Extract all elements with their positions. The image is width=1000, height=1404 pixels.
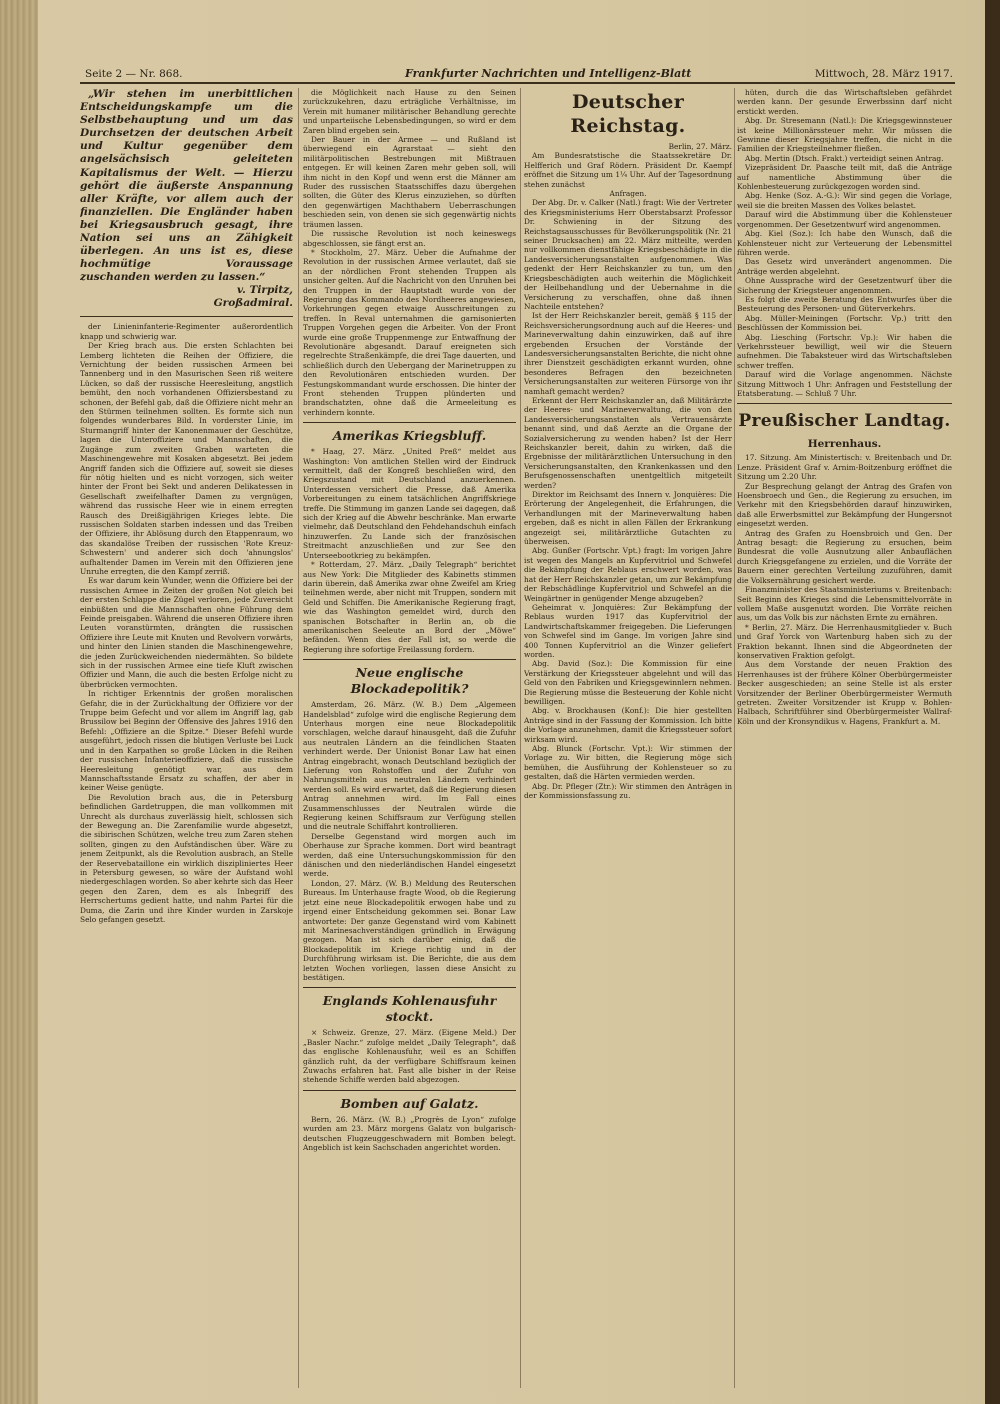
article-paragraph: die Möglichkeit nach Hause zu den Seinen zurückzukehren, dazu erträgliche Verhältnisse, im Verein mit humaner militärischer Behandlung gerechte und unparteiische Lebensbedingungen, so wird er dem Zaren blind ergeben sein. xyxy=(303,88,516,135)
article-paragraph: Berlin, 27. März. xyxy=(668,142,732,151)
article-paragraph: London, 27. März. (W. B.) Meldung des Reuterschen Bureaus. Im Unterhause fragte Wood, ob die Regierung jetzt eine neue Blockadepolitik erwogen habe und zu irgend einer Entscheidung gekommen sei. Bonar Law antwortete: Der ganze Gegenstand wird vom Kabinett mit Marinesachverständigen gründlich in Erwägung gezogen. Man ist sich darüber einig, daß die Blockadepolitik im Kriege richtig und in der Durchführung wirksam ist. Die Berichte, die aus dem letzten Wochen vorliegen, lassen diese Ansicht zu bestätigen. xyxy=(303,878,516,982)
article-paragraph: Geheimrat v. Jonquières: Zur Bekämpfung der Reblaus wurden 1917 das Kupfervitriol der Landwirtschaftskammer freigegeben. Die Lieferungen von Schwefel sind im Gange. Im vorigen Jahre sind 400 Tonnen Kupfervitriol an die Winzer geliefert worden. xyxy=(524,602,732,659)
article-paragraph: * Haag, 27. März. „United Preß“ meldet aus Washington: Von amtlichen Stellen wird der Eindruck vermittelt, daß der Kongreß beschließen wird, den Kriegszustand mit Deutschland anzuerkennen. Unterdessen versichert die Presse, daß Amerika Vorbereitungen zu einem tatsächlichen Angriffskriege treffe. Die Stimmung im ganzen Lande sei dagegen, daß sich der Krieg auf die Abwehr beschränke. Man erwarte vielmehr, daß Deutschland den Fehdehandschuh einfach hinzuwerfen. Zu Lande sich der französischen Streitmacht anzuschließen und zur See den Unterseebootkrieg zu bekämpfen. xyxy=(303,447,516,560)
article-paragraph: 17. Sitzung. Am Ministertisch: v. Breitenbach und Dr. Lenze. Präsident Graf v. Arnim-Boitzenburg eröffnet die Sitzung um 2.20 Uhr. xyxy=(737,453,952,482)
header-rule xyxy=(80,82,955,84)
issue-date: Mittwoch, 28. März 1917. xyxy=(814,68,953,80)
article-paragraph: Abg. Henke (Soz. A.-G.): Wir sind gegen die Vorlage, weil sie die breiten Massen des Volkes belastet. xyxy=(737,191,952,210)
article-paragraph: Amsterdam, 26. März. (W. B.) Dem „Algemeen Handelsblad“ zufolge wird die englische Regierung dem Unterhaus morgen eine neue Blockadepolitik vorschlagen, welche darauf hinausgeht, daß die Zufuhr aus neutralen Ländern an die feindlichen Staaten verhindert werde. Der Unionist Bonar Law hat einen Antrag eingebracht, wonach Deutschland bezüglich der Lieferung von Rohstoffen und der Zufuhr von Nahrungsmitteln aus neutralen Ländern verhindert werden soll. Es wird erwartet, daß die Regierung diesen Antrag annehmen wird. Im Fall eines Zusammenschlusses der Neutralen würde die Regierung keinen Schiffsraum zur Verfügung stellen und die neutrale Schiffahrt kontrollieren. xyxy=(303,700,516,832)
article-paragraph: Der Bauer in der Armee — und Rußland ist überwiegend ein Agrarstaat — sieht den militärpolitischen Bestrebungen mit Mißtrauen entgegen. Er will keinen Zaren mehr geben soll, will ihm nicht in den Kopf und wenn erst die Männer am Ruder des russischen Staatsschiffes dazu übergehen sollten, die Güter des Klerus einzuziehen, so dürften den gegenwärtigen Machthabern Ueberraschungen beschieden sein, von denen sie sich gegenwärtig nichts träumen lassen. xyxy=(303,135,516,229)
article-paragraph: Abg. Kiel (Soz.): Ich habe den Wunsch, daß die Kohlensteuer nicht zur Verteuerung der Lebensmittel führen werde. xyxy=(737,229,952,257)
article-paragraph: Erkennt der Herr Reichskanzler an, daß Militärärzte der Heeres- und Marineverwaltung, die von den Landesversicherungsanstalten als Vertrauensärzte benannt sind, und daß Aerzte an die Organe der Sozialversicherung zu wenden haben? Ist der Herr Reichskanzler bereit, dahin zu wirken, daß die Ergebnisse der militärärztlichen Untersuchung in den Versicherungsanstalten, den Krankenkassen und den Berufsgenossenschaften unentgeltlich mitgeteilt werden? xyxy=(524,395,732,490)
masthead-title: Frankfurter Nachrichten und Intelligenz-Blatt xyxy=(405,67,692,80)
column-divider xyxy=(734,88,735,1388)
article-paragraph: Abg. David (Soz.): Die Kommission für eine Verstärkung der Kriegssteuer abgelehnt und will das Geld von den Fabriken und Kriegsgewinnlern nehmen. Die Regierung müsse die Besteuerung der Kohle nicht bewilligen. xyxy=(524,659,732,706)
headline-reichstag: Deutscher Reichstag. xyxy=(570,91,686,137)
article-paragraph: * Rotterdam, 27. März. „Daily Telegraph“ berichtet aus New York: Die Mitglieder des Kabinetts stimmen darin überein, daß Amerika zwar ohne Zweifel am Krieg teilnehmen werde, aber nicht mit Truppen, sondern mit Geld und Schiffen. Die Amerikanische Regierung fragt, wie das Washington gemeldet wird, durch den spanischen Botschafter in Berlin an, ob die amerikanischen Seeleute an Bord der „Möwe“ befänden. Wenn dies der Fall ist, so werde die Regierung ihre sofortige Freilassung fordern. xyxy=(303,560,516,654)
headline-galatz: Bomben auf Galatz. xyxy=(340,1095,479,1111)
scan-background-edge xyxy=(985,0,1000,1404)
article-paragraph: Abg. Liesching (Fortschr. Vp.): Wir haben die Verkehrssteuer bewilligt, weil wir die Steuern aufnehmen. Die Tabaksteuer wird das Wirtschaftsleben schwer treffen. xyxy=(737,332,952,370)
quote-signature: v. Tirpitz, xyxy=(237,284,293,297)
section-rule xyxy=(303,987,516,988)
article-paragraph: Derselbe Gegenstand wird morgen auch im Oberhause zur Sprache kommen. Dort wird beantragt werden, daß eine Untersuchungskommission für den dänischen und den niederländischen Handel eingesetzt werde. xyxy=(303,831,516,879)
article-paragraph: Antrag des Grafen zu Hoensbroich und Gen. Der Antrag besagt: die Regierung zu ersuchen, beim Bundesrat die volle Ausnutzung aller Anbauflächen durch Kriegsgefangene zu erzielen, und die Vorräte der Bauern einer gerechten Verteilung zuzuführen, damit die Volksernährung gesichert werde. xyxy=(737,528,952,585)
article-paragraph: In richtiger Erkenntnis der großen moralischen Gefahr, die in der Zurückhaltung der Offiziere vor der Truppe beim Gefecht und vor allem im Angriff lag, gab Brussilow bei Beginn der Offensive des Jahres 1916 den Befehl: „Offiziere an die Spitze.“ Dieser Befehl wurde ausgeführt, jedoch rissen die blutigen Verluste bei Luck und in den Karpathen so große Lücken in die Reihen der russischen Infanterieoffiziere, daß die russische Heeresleitung genötigt war, aus dem Mannschaftsstande Ersatz zu schaffen, der aber in keiner Weise genügte. xyxy=(80,689,293,793)
article-paragraph: Es folgt die zweite Beratung des Entwurfes über die Besteuerung des Personen- und Güterverkehrs. xyxy=(737,294,952,314)
article-subheading: Anfragen. xyxy=(609,189,647,199)
page-number: Seite 2 — Nr. 868. xyxy=(85,68,183,80)
article-paragraph: Abg. Müller-Meiningen (Fortschr. Vp.) tritt den Beschlüssen der Kommission bei. xyxy=(737,313,952,333)
article-paragraph: Direktor im Reichsamt des Innern v. Jonquières: Die Erörterung der Angelegenheit, die Erfahrungen, die Verhandlungen mit der Marineverwaltung haben ergeben, daß es nicht in allen Fällen der Erkrankung angezeigt sei, militärärztliche Gutachten zu überweisen. xyxy=(524,490,732,547)
article-paragraph: Abg. v. Brockhausen (Konf.): Die hier gestellten Anträge sind in der Fassung der Kommission. Ich bitte die Vorlage anzunehmen, damit die Kriegssteuer sofort wirksam wird. xyxy=(524,706,732,744)
column-4 xyxy=(737,88,952,1388)
article-paragraph: × Schweiz. Grenze, 27. März. (Eigene Meld.) Der „Basler Nachr.“ zufolge meldet „Daily Telegraph“, daß das englische Kohlenausfuhr, weil es an Schiffen gänzlich ruht, da der verfügbare Schiffsraum keinen Zuwachs erfahren hat. Fast alle bisher in der Reise stehende Schiffe werden bald abgezogen. xyxy=(303,1028,516,1085)
section-rule xyxy=(303,1090,516,1091)
column-1 xyxy=(80,88,293,1388)
article-paragraph: der Linieninfanterie-Regimenter außerordentlich knapp und schwierig war. xyxy=(80,322,293,341)
article-paragraph: Abg. Dr. Stresemann (Natl.): Die Kriegsgewinnsteuer ist keine Millionärssteuer mehr. Wir müssen die Gewinne dieser Kriegsjahre treffen, die nicht in die Familien der Kriegsteilnehmer fließen. xyxy=(737,116,952,154)
article-paragraph: Der Abg. Dr. v. Calker (Natl.) fragt: Wie der Vertreter des Kriegsministeriums Herr Oberstabsarzt Professor Dr. Schwiening in der Sitzung des Reichstagsausschusses für Bevölkerungspolitik (Nr. 21 seiner Drucksachen) am 22. März mitteilte, werden nur vollkommen dienstfähige Kriegsbeschädigte in die Landesversicherungsanstalten aufgenommen. Was gedenkt der Herr Reichskanzler zu tun, um den Kriegsbeschädigten auch weiterhin die Möglichkeit der Heilbehandlung und der Uebernahme in die Versicherung zu verschaffen, ohne daß ihnen Nachteile entstehen? xyxy=(524,198,732,311)
section-rule xyxy=(80,316,293,317)
article-paragraph: Abg. Blunck (Fortschr. Vpt.): Wir stimmen der Vorlage zu. Wir bitten, die Regierung möge sich bemühen, die Ausführung der Kohlensteuer so zu gestalten, daß die Härten vermieden werden. xyxy=(524,744,732,782)
headline-kohlen: Englands Kohlenausfuhr stockt. xyxy=(322,993,497,1025)
article-paragraph: Am Bundesratstische die Staatssekretäre Dr. Helfferich und Graf Rödern. Präsident Dr. Kaempf eröffnet die Sitzung um 1¼ Uhr. Auf der Tagesordnung stehen zunächst xyxy=(524,151,732,189)
article-paragraph: Abg. Dr. Pfleger (Ztr.): Wir stimmen den Anträgen in der Kommissionsfassung zu. xyxy=(524,781,732,801)
article-paragraph: * Stockholm, 27. März. Ueber die Aufnahme der Revolution in der russischen Armee verlautet, daß sie an der nördlichen Front stehenden Truppen als unsicher gelten. Auf die Nachricht von den Unruhen bei den Truppen in der Hauptstadt wurde von der Regierung das Kommando des Nordheeres angewiesen, Vorkehrungen gegen etwaige Ausschreitungen zu treffen. In Reval unternahmen die garnisonierten Truppen Vorgehen gegen die Arbeiter. Von der Front wurde eine große Truppenmenge zur Entwaffnung der Revolutionäre abgesandt. Darauf ereigneten sich regelrechte Straßenkämpfe, die drei Tage dauerten, und schließlich durch den Uebergang der Marinetruppen zu den Revolutionären entschieden wurden. Der Festungskommandant wurde erschossen. Die hinter der Front stehenden Truppen plünderten und brandschatzten, ohne daß die Armeeleitung es verhindern konnte. xyxy=(303,247,516,417)
article-paragraph: Vizepräsident Dr. Paasche teilt mit, daß die Anträge auf namentliche Abstimmung über die Kohlenbesteuerung zurückgezogen worden sind. xyxy=(737,163,952,192)
article-paragraph: Abg. Gunßer (Fortschr. Vpt.) fragt: Im vorigen Jahre ist wegen des Mangels an Kupfervitriol und Schwefel die Bekämpfung der Reblaus erschwert worden, was hat der Herr Reichskanzler getan, um zur Bekämpfung der Rebschädlinge Kupfervitriol und Schwefel an die Weingärtner in genügender Menge abzugeben? xyxy=(524,546,732,603)
column-3 xyxy=(524,88,732,1388)
column-2 xyxy=(303,88,516,1388)
article-paragraph: Finanzminister des Staatsministeriums v. Breitenbach: Seit Beginn des Krieges sind die Lebensmittelvorräte in vollem Maße ausgenutzt worden. Die Vorräte reichen aus, um das Volk bis zur nächsten Ernte zu ernähren. xyxy=(737,585,952,623)
section-rule xyxy=(303,422,516,423)
headline-landtag: Preußischer Landtag. xyxy=(738,411,951,432)
column-divider xyxy=(520,88,521,1388)
page-header xyxy=(85,66,953,82)
quote-signature-title: Großadmiral. xyxy=(213,297,293,310)
article-paragraph: Die Revolution brach aus, die in Petersburg befindlichen Gardetruppen, die man vollkommen mit Unrecht als durchaus zuverlässig hielt, schlossen sich der Bewegung an. Die Zarenfamilie wurde abgesetzt, die sibirischen Schützen, welche treu zum Zaren stehen sollten, gingen zu den Aufständischen über. Wäre zu jenem Zeitpunkt, als die Revolution ausbrach, an Stelle der Reservebataillone ein wirklich diszipliniertes Heer in Petersburg gewesen, so wäre der Aufstand wohl niedergeschlagen worden. So aber kehrte sich das Heer gegen den Zaren, dem es als Inbegriff des Herrschertums gedient hatte, und nahm Partei für die Duma, die Zarin und ihre Kinder wurden in Zarskoje Selo gefangen gesetzt. xyxy=(80,792,293,924)
article-paragraph: Die russische Revolution ist noch keineswegs abgeschlossen, sie fängt erst an. xyxy=(303,229,516,248)
headline-blockade: Neue englische Blockadepolitik? xyxy=(350,665,469,697)
article-paragraph: Es war darum kein Wunder, wenn die Offiziere bei der russischen Armee in Zeiten der großen Not gleich bei der ersten Schlappe die Zügel verloren, jede Zuversicht einbüßten und die Mannschaften ohne Führung dem Feinde preisgaben. Während die unseren Offiziere ihren Leuten voranstürmten, drängten die russischen Offiziere ihre Leute mit Knuten und Revolvern vorwärts, und hinter den Linien standen die Maschinengewehre, die jeden Zurückweichenden niedermähten. So bildete sich in der russischen Armee eine tiefe Kluft zwischen Offizier und Mann, die auch die besten Erfolge nicht zu überbrücken vermochten. xyxy=(80,576,293,689)
tirpitz-quote: „Wir stehen im unerbittlichen Entscheidungskampfe um die Selbstbehauptung und um das Durchsetzen der deutschen Arbeit und Kultur gegenüber dem angelsächsisch geleiteten Kapitalismus der Welt. — Hierzu gehört die äußerste Anspannung aller Kräfte, vor allem auch der finanziellen. Die Engländer haben bei Kriegsausbruch gesagt, ihre Nation sei uns an Zähigkeit überlegen. An uns ist es, diese hochmütige Voraussage zuschanden werden zu lassen.“ xyxy=(80,88,293,284)
article-paragraph: Aus dem Vorstande der neuen Fraktion des Herrenhauses ist der frühere Kölner Oberbürgermeister Becker ausgeschieden; an seine Stelle ist als erster Vorsitzender der Berliner Oberbürgermeister Wermuth getreten. Zweiter Vorsitzender ist Krupp v. Bohlen-Halbach, Schriftführer sind Oberbürgermeister Wallraf-Köln und der Kronsyndikus v. Hagens, Frankfurt a. M. xyxy=(737,660,952,726)
article-paragraph: Abg. Mertin (Dtsch. Frakt.) verteidigt seinen Antrag. xyxy=(745,153,944,163)
article-paragraph: Ohne Aussprache wird der Gesetzentwurf über die Sicherung der Kriegsteuer angenommen. xyxy=(737,276,952,295)
article-paragraph: Darauf wird die Abstimmung über die Kohlensteuer vorgenommen. Der Gesetzentwurf wird angenommen. xyxy=(737,210,952,229)
article-paragraph: Der Krieg brach aus. Die ersten Schlachten bei Lemberg lichteten die Reihen der Offiziere, die Vernichtung der beiden russischen Armeen bei Tannenberg und in den Masurischen Seen riß weitere Lücken, so daß der russische Heeresleitung, angstlich bemüht, den noch vorhandenen Offiziersbestand zu schonen, der Befehl gab, daß die Offiziere nicht mehr an den Stürmen teilnehmen sollten. Es formte sich nun folgendes wunderbares Bild. In vorderster Linie, im Sturmangriff hinter der Kanonenmauer der Geschütze, lagen die Unteroffiziere und Mannschaften, die Zugänge zum zweiten Graben warteten die Maschinengewehre mit Kosaken abgesetzt. Bei jedem Angriff fanden sich die Offiziere auf, soweit sie dieses für nötig hielten und es nicht vorzogen, sich weiter hinter der Front bei Sekt und anderen Delikatessen in Gesellschaft zweifelhafter Damen zu vergnügen, während das russische Heer wie in einem erregten Rausch des Dreißigjährigen Krieges lebte. Die russischen Soldaten starben indessen und das Treiben der Offiziere, ihr Ablösung durch den Etappenraum, wo das skandalöse Treiben der russischen 'Rote Kreuz-Schwestern' und anderer sich doch 'ahnungslos' aufhaltender Damen im Verein mit den Offizieren jene Unruhe erregten, die den Kampf zerriß. xyxy=(80,341,293,576)
article-paragraph: hüten, durch die das Wirtschaftsleben gefährdet werden kann. Der gesunde Erwerbssinn darf nicht erstickt werden. xyxy=(737,88,952,116)
article-paragraph: Zur Besprechung gelangt der Antrag des Grafen von Hoensbroech und Gen., die Regierung zu ersuchen, im Verkehr mit den Kriegsbehörden darauf hinzuwirken, daß alle Erwerbsmittel zur Bekämpfung der Hungersnot eingesetzt werden. xyxy=(737,481,952,529)
article-paragraph: Ist der Herr Reichskanzler bereit, gemäß § 115 der Reichsversicherungsordnung auch auf die Heeres- und Marineverwaltung dahin einzuwirken, daß auf ihre ergebenden Ersuchen der Vorstände der Landesversicherungsanstalten Berichte, die nicht ohne ihrer Dienstzeit geschädigten erkannt wurden, ohne besonderes Befragen den bezeichneten Versicherungsanstalten zur weiteren Fürsorge von ihr namhaft gemacht werden? xyxy=(524,311,732,396)
headline-amerika: Amerikas Kriegsbluff. xyxy=(332,428,487,444)
column-divider xyxy=(298,88,299,1388)
binding-gutter xyxy=(0,0,38,1404)
section-rule xyxy=(737,403,952,404)
subheadline-herrenhaus: Herrenhaus. xyxy=(807,438,882,451)
article-paragraph: Darauf wird die Vorlage angenommen. Nächste Sitzung Mittwoch 1 Uhr: Anfragen und Feststellung der Etatsberatung. — Schluß 7 Uhr. xyxy=(737,370,952,398)
section-rule xyxy=(303,659,516,660)
article-paragraph: * Berlin, 27. März. Die Herrenhausmitglieder v. Buch und Graf Yorck von Wartenburg haben sich zu der Fraktion bekannt. Ihnen sind die Abgeordneten der konservativen Fraktion gefolgt. xyxy=(737,622,952,660)
article-paragraph: Bern, 26. März. (W. B.) „Progrès de Lyon“ zufolge wurden am 23. März morgens Galatz von bulgarisch-deutschen Flugzeuggeschwadern mit Bomben belegt. Angeblich ist kein Sachschaden angerichtet worden. xyxy=(303,1114,516,1152)
article-paragraph: Das Gesetz wird unverändert angenommen. Die Anträge werden abgelehnt. xyxy=(737,257,952,276)
